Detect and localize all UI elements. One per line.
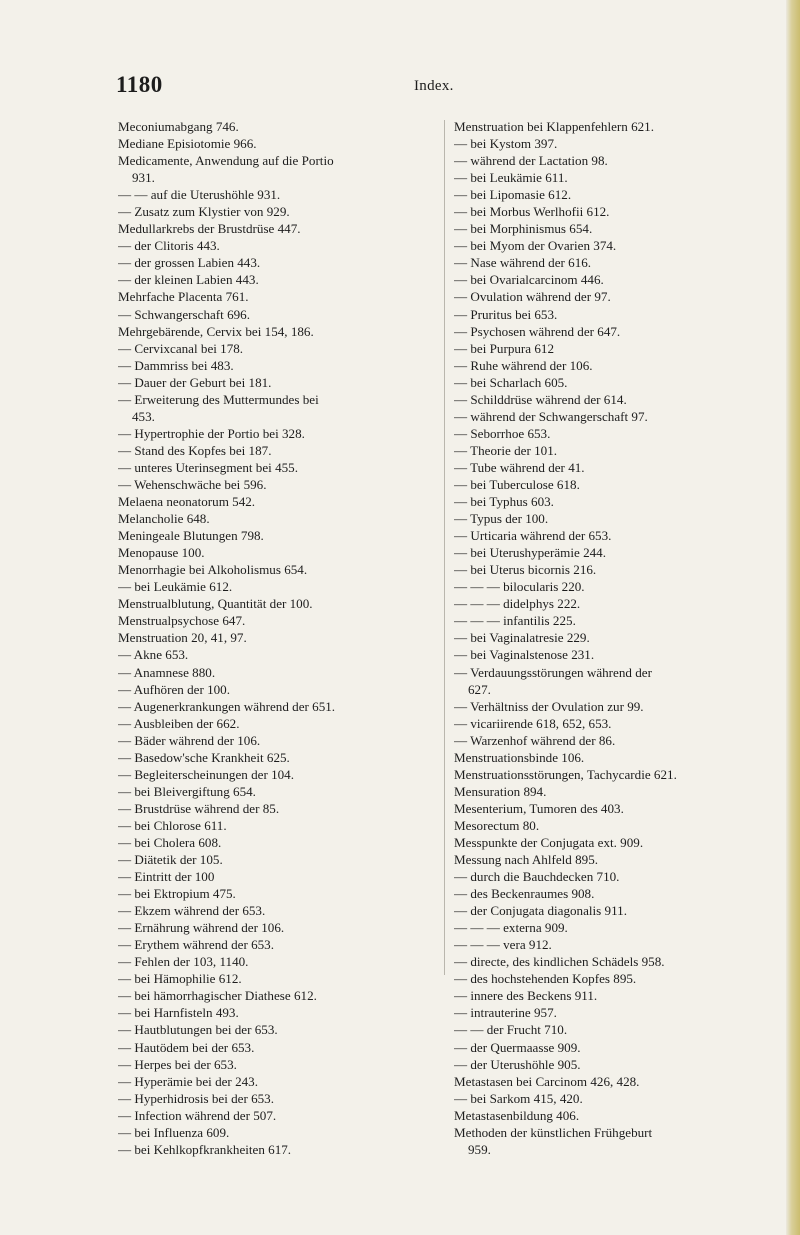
index-entry: — Basedow'sche Krankheit 625. <box>118 749 290 765</box>
index-entry: — Fehlen der 103, 1140. <box>118 954 249 970</box>
index-entry: — Urticaria während der 653. <box>454 528 612 544</box>
index-entry: — der kleinen Labien 443. <box>118 272 259 288</box>
index-entry: — der Conjugata diagonalis 911. <box>454 903 627 919</box>
index-entry: — — auf die Uterushöhle 931. <box>118 187 281 203</box>
index-entry: — Psychosen während der 647. <box>454 323 621 339</box>
index-entry: — bei Myom der Ovarien 374. <box>454 238 617 254</box>
index-entry: — Schilddrüse während der 614. <box>454 391 627 407</box>
index-entry: Menopause 100. <box>118 545 205 561</box>
index-entry: — innere des Beckens 911. <box>454 988 598 1004</box>
column-divider <box>444 120 445 975</box>
index-entry: — Hyperhidrosis bei der 653. <box>118 1090 275 1106</box>
index-entry: — während der Schwangerschaft 97. <box>454 408 648 424</box>
index-entry: — bei Uterushyperämie 244. <box>454 545 606 561</box>
index-entry: — des hochstehenden Kopfes 895. <box>454 971 637 987</box>
page-number: 1180 <box>116 72 163 97</box>
index-entry: — bei Leukämie 611. <box>454 170 568 186</box>
index-entry: Melaena neonatorum 542. <box>118 494 256 510</box>
index-entry: — bei Chlorose 611. <box>118 817 227 833</box>
index-entry: — bei hämorrhagischer Diathese 612. <box>118 988 317 1004</box>
index-entry: Mesorectum 80. <box>454 817 540 833</box>
index-entry: Mediane Episiotomie 966. <box>118 136 257 152</box>
index-entry: — der Quermaasse 909. <box>454 1039 581 1055</box>
index-entry: — unteres Uterinsegment bei 455. <box>118 459 298 475</box>
index-entry: — bei Uterus bicornis 216. <box>454 562 597 578</box>
index-entry: Messpunkte der Conjugata ext. 909. <box>454 834 644 850</box>
index-entry: — — der Frucht 710. <box>454 1022 568 1038</box>
index-entry: — bei Scharlach 605. <box>454 374 568 390</box>
index-entry: — Ruhe während der 106. <box>454 357 593 373</box>
index-entry: Mensuration 894. <box>454 783 547 799</box>
index-entry: 627. <box>468 681 491 697</box>
page-header <box>0 72 800 102</box>
index-entry: Menstrualpsychose 647. <box>118 613 246 629</box>
index-entry: Menstruationsstörungen, Tachycardie 621. <box>454 766 677 782</box>
index-entry: — bei Vaginalatresie 229. <box>454 630 590 646</box>
index-entry: Menorrhagie bei Alkoholismus 654. <box>118 562 308 578</box>
index-entry: — Erweiterung des Muttermundes bei <box>118 391 319 407</box>
index-entry: — Seborrhoe 653. <box>454 425 551 441</box>
index-entry: Menstrualblutung, Quantität der 100. <box>118 596 313 612</box>
index-entry: — bei Influenza 609. <box>118 1124 230 1140</box>
index-entry: — bei Harnfisteln 493. <box>118 1005 239 1021</box>
index-entry: — bei Lipomasie 612. <box>454 187 572 203</box>
index-entry: Melancholie 648. <box>118 511 210 527</box>
index-entry: — Ekzem während der 653. <box>118 903 266 919</box>
index-entry: — Pruritus bei 653. <box>454 306 558 322</box>
index-entry: Menstruation bei Klappenfehlern 621. <box>454 119 654 134</box>
index-entry: — Aufhören der 100. <box>118 681 230 697</box>
index-entry: — Akne 653. <box>118 647 189 663</box>
index-entry: Meconiumabgang 746. <box>118 119 239 134</box>
index-entry: — bei Typhus 603. <box>454 494 554 510</box>
index-entry: — Verhältniss der Ovulation zur 99. <box>454 698 644 714</box>
index-entry: — — — vera 912. <box>454 937 552 953</box>
index-entry: — bei Sarkom 415, 420. <box>454 1090 583 1106</box>
index-entry: 959. <box>468 1141 491 1157</box>
page-edge <box>786 0 800 1235</box>
index-entry: — intrauterine 957. <box>454 1005 557 1021</box>
index-entry: — Hautblutungen bei der 653. <box>118 1022 278 1038</box>
index-entry: Mehrgebärende, Cervix bei 154, 186. <box>118 323 314 339</box>
index-entry: — Stand des Kopfes bei 187. <box>118 442 272 458</box>
index-entry: — der Clitoris 443. <box>118 238 220 254</box>
index-entry: — bei Ovarialcarcinom 446. <box>454 272 604 288</box>
index-entry: — Dauer der Geburt bei 181. <box>118 374 272 390</box>
index-entry: — Dammriss bei 483. <box>118 357 234 373</box>
index-entry: Mehrfache Placenta 761. <box>118 289 249 305</box>
index-entry: — bei Purpura 612 <box>454 340 555 356</box>
index-entry: — bei Tuberculose 618. <box>454 476 580 492</box>
index-entry: — Typus der 100. <box>454 511 549 527</box>
index-entry: Menstruationsbinde 106. <box>454 749 585 765</box>
index-entry: — Herpes bei der 653. <box>118 1056 237 1072</box>
index-entry: 931. <box>132 170 155 186</box>
index-entry: — — — infantilis 225. <box>454 613 576 629</box>
index-entry: — Tube während der 41. <box>454 459 585 475</box>
index-entry: — des Beckenraumes 908. <box>454 886 595 902</box>
index-entry: — Zusatz zum Klystier von 929. <box>118 204 290 220</box>
index-entry: — bei Kystom 397. <box>454 136 558 152</box>
index-entry: — Ausbleiben der 662. <box>118 715 240 731</box>
index-column-left <box>118 118 443 1158</box>
index-entry: — — — externa 909. <box>454 920 568 936</box>
index-entry: — Bäder während der 106. <box>118 732 261 748</box>
index-entry: Messung nach Ahlfeld 895. <box>454 852 599 868</box>
index-entry: — Schwangerschaft 696. <box>118 306 250 322</box>
index-entry: — directe, des kindlichen Schädels 958. <box>454 954 665 970</box>
index-entry: 453. <box>132 408 155 424</box>
index-entry: — Eintritt der 100 <box>118 869 215 885</box>
index-entry: Metastasen bei Carcinom 426, 428. <box>454 1073 640 1089</box>
index-entry: Medicamente, Anwendung auf die Portio <box>118 153 334 169</box>
index-entry: — durch die Bauchdecken 710. <box>454 869 620 885</box>
index-entry: — — — bilocularis 220. <box>454 579 585 595</box>
index-entry: — Ernährung während der 106. <box>118 920 285 936</box>
index-entry: — Warzenhof während der 86. <box>454 732 616 748</box>
index-entry: — bei Bleivergiftung 654. <box>118 783 256 799</box>
index-entry: — bei Ektropium 475. <box>118 886 236 902</box>
index-entry: — Brustdrüse während der 85. <box>118 800 280 816</box>
index-entry: — der Uterushöhle 905. <box>454 1056 581 1072</box>
index-entry: — der grossen Labien 443. <box>118 255 261 271</box>
index-entry: — Diätetik der 105. <box>118 852 223 868</box>
index-entry: — vicariirende 618, 652, 653. <box>454 715 612 731</box>
index-entry: — bei Morphinismus 654. <box>454 221 593 237</box>
index-entry: Mesenterium, Tumoren des 403. <box>454 800 624 816</box>
index-entry: — bei Hämophilie 612. <box>118 971 242 987</box>
index-entry: Medullarkrebs der Brustdrüse 447. <box>118 221 301 237</box>
index-entry: — während der Lactation 98. <box>454 153 608 169</box>
index-entry: — bei Kehlkopfkrankheiten 617. <box>118 1141 292 1157</box>
index-entry: — Cervixcanal bei 178. <box>118 340 244 356</box>
index-entry: — Hypertrophie der Portio bei 328. <box>118 425 305 441</box>
index-entry: — Wehenschwäche bei 596. <box>118 476 267 492</box>
index-entry: — Ovulation während der 97. <box>454 289 611 305</box>
index-entry: — Augenerkrankungen während der 651. <box>118 698 336 714</box>
index-entry: — Verdauungsstörungen während der <box>454 664 652 680</box>
index-entry: — Begleiterscheinungen der 104. <box>118 766 294 782</box>
index-column-right <box>454 118 786 1158</box>
index-entry: — Hyperämie bei der 243. <box>118 1073 258 1089</box>
index-entry: — Infection während der 507. <box>118 1107 277 1123</box>
index-entry: — — — didelphys 222. <box>454 596 581 612</box>
index-entry: — Hautödem bei der 653. <box>118 1039 255 1055</box>
index-entry: — Anamnese 880. <box>118 664 216 680</box>
index-entry: Meningeale Blutungen 798. <box>118 528 264 544</box>
index-entry: — bei Cholera 608. <box>118 834 222 850</box>
index-entry: — Erythem während der 653. <box>118 937 274 953</box>
index-entry: Metastasenbildung 406. <box>454 1107 580 1123</box>
index-entry: Menstruation 20, 41, 97. <box>118 630 247 646</box>
index-entry: — bei Morbus Werlhofii 612. <box>454 204 610 220</box>
running-head: Index. <box>414 78 454 94</box>
index-entry: — bei Vaginalstenose 231. <box>454 647 595 663</box>
index-entry: — bei Leukämie 612. <box>118 579 233 595</box>
index-entry: — Theorie der 101. <box>454 442 558 458</box>
index-entry: Methoden der künstlichen Frühgeburt <box>454 1124 653 1140</box>
index-entry: — Nase während der 616. <box>454 255 592 271</box>
